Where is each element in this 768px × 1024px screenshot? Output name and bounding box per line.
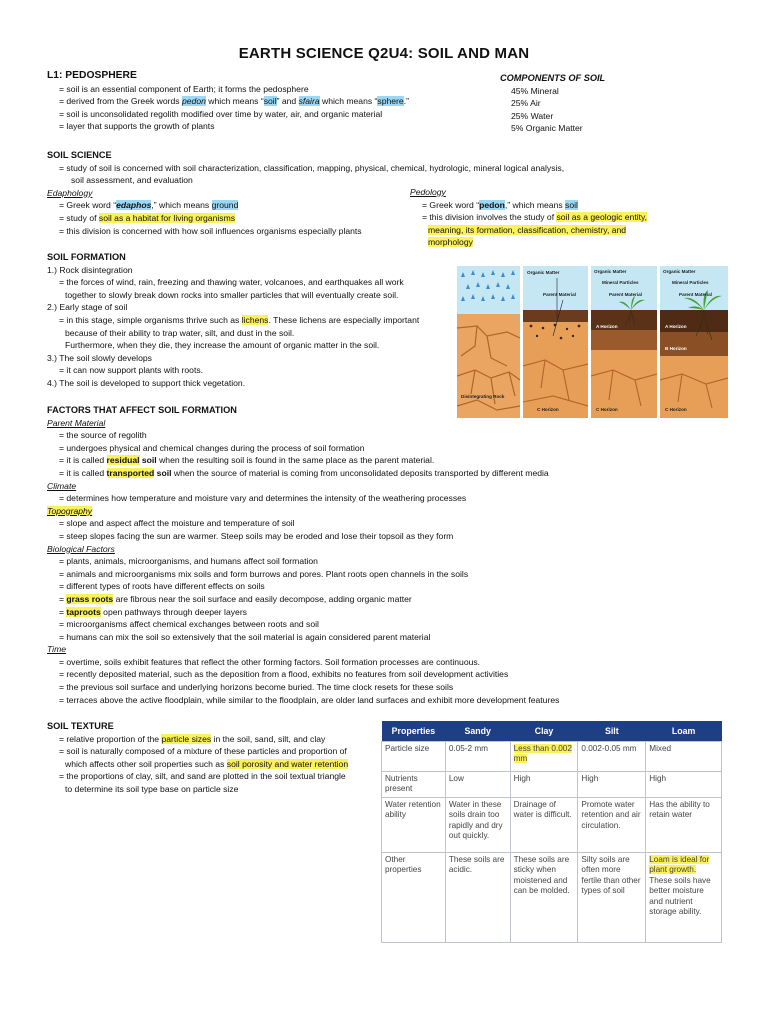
table-cell: Other properties (382, 853, 446, 943)
bullet: = this division is concerned with how soil influences organisms especially plants (59, 225, 362, 236)
bullet: = layer that supports the growth of plants (59, 121, 215, 132)
label-mineral-particles: Mineral Particles (602, 280, 639, 285)
parent-material-title: Parent Material (47, 417, 106, 428)
soil-texture-table (381, 721, 722, 943)
table-cell: Water retention ability (382, 798, 446, 853)
table-header: Sandy (445, 721, 510, 742)
bullet: = microorganisms affect chemical exchanges between roots and soil (59, 619, 319, 630)
section-soil-texture (47, 720, 348, 796)
section-pedosphere (47, 70, 409, 133)
bullet: = it can now support plants with roots. (59, 365, 204, 376)
bullet-cont: which affects other soil properties such as soil porosity and water retention (65, 758, 349, 769)
bullet-cont: because of their ability to trap water, silt, and dust in the soil. (65, 327, 295, 338)
label-organic-matter: Organic Matter (527, 270, 560, 275)
topography-title: Topography (47, 505, 93, 516)
table-row (382, 772, 722, 798)
table-header: Clay (510, 721, 578, 742)
step: 4.) The soil is developed to support thick vegetation. (47, 377, 246, 388)
table-header: Properties (382, 721, 446, 742)
bullet: = in this stage, simple organisms thrive such as lichens. These lichens are especially important (59, 314, 420, 325)
bullet: = soil is naturally composed of a mixture of these particles and proportion of (59, 746, 347, 757)
label-parent-material: Parent Material (609, 292, 642, 297)
table-header: Loam (646, 721, 722, 742)
label-b-horizon: B Horizon (665, 346, 687, 351)
bullet: = terraces above the active floodplain, while similar to the floodplain, are older land surfaces and exhibit more development features (59, 694, 560, 705)
bullet: = this division involves the study of soil as a geologic entity, (422, 212, 648, 223)
component-item: 25% Water (511, 110, 554, 121)
label-a-horizon: A Horizon (665, 324, 687, 329)
bullet-cont: soil assessment, and evaluation (71, 175, 193, 186)
pedology-title: Pedology (410, 187, 446, 197)
table-cell: Water in these soils drain too rapidly and dry out quickly. (445, 798, 510, 853)
label-parent-material: Parent Material (543, 292, 576, 297)
bullet: = soil is unconsolidated regolith modified over time by water, air, and organic material (59, 108, 383, 119)
bullet: = relative proportion of the particle sizes in the soil, sand, silt, and clay (59, 733, 326, 744)
bullet-cont: Furthermore, when they die, they increase the amount of organic matter in the soil. (65, 340, 380, 351)
bullet: = undergoes physical and chemical changes during the process of soil formation (59, 442, 365, 453)
bullet-cont: together to slowly break down rocks into smaller particles that will eventually create soil. (65, 289, 399, 300)
bullet: = derived from the Greek words pedon which means “soil” and sfaira which means “sphere.” (59, 96, 409, 107)
component-item: 25% Air (511, 98, 541, 109)
bullet: = study of soil as a habitat for living organisms (59, 212, 236, 223)
bullet: = soil is an essential component of Earth; it forms the pedosphere (59, 83, 309, 94)
bullet: = the previous soil surface and underlying horizons become buried. The time clock resets for these soils (59, 682, 454, 693)
table-cell: 0.002-0.05 mm (578, 742, 646, 772)
heading-factors: FACTORS THAT AFFECT SOIL FORMATION (47, 405, 237, 415)
layers-icon (523, 266, 588, 418)
heading-soil-texture: SOIL TEXTURE (47, 721, 114, 731)
table-cell: High (578, 772, 646, 798)
label-organic-matter: Organic Matter (663, 269, 696, 274)
pedology-block (410, 186, 647, 249)
table-cell: Drainage of water is difficult. (510, 798, 578, 853)
label-parent-material: Parent Material (679, 292, 712, 297)
section-factors (47, 404, 559, 706)
heading-soil-science: SOIL SCIENCE (47, 150, 112, 160)
climate-title: Climate (47, 480, 77, 491)
components-heading: COMPONENTS OF SOIL (500, 73, 606, 83)
label-c-horizon: C Horizon (596, 407, 618, 412)
table-cell: These soils are sticky when moistened and can be molded. (510, 853, 578, 943)
label-organic-matter: Organic Matter (594, 269, 627, 274)
table-header: Silt (578, 721, 646, 742)
page-title: EARTH SCIENCE Q2U4: SOIL AND MAN (238, 45, 530, 62)
table-cell: Silty soils are often more fertile than other types of soil (578, 853, 646, 943)
bullet: = plants, animals, microorganisms, and humans affect soil formation (59, 556, 318, 567)
panel-early-stage (523, 266, 588, 418)
bullet: = different types of roots have different effects on soils (59, 581, 265, 592)
bullet: = determines how temperature and moisture vary and determines the intensity of the weathering processes (59, 493, 467, 504)
table-row (382, 853, 722, 943)
time-title: Time (47, 644, 67, 655)
step: 2.) Early stage of soil (47, 302, 128, 313)
table-cell: Has the ability to retain water (646, 798, 722, 853)
table-cell: Particle size (382, 742, 446, 772)
component-item: 45% Mineral (511, 85, 559, 96)
table-row (382, 798, 722, 853)
panel-slowly-develops (591, 266, 657, 418)
label-c-horizon: C Horizon (537, 407, 559, 412)
bullet: = animals and microorganisms mix soils and form burrows and pores. Plant roots open channels in the soils (59, 568, 469, 579)
label-disintegrating-rock: Disintegrating Rock (461, 394, 505, 399)
table-cell: Loam is ideal for plant growth. These soils have better moisture and nutrient storage ability. (646, 853, 722, 943)
bullet: = Greek word “pedon,” which means soil (422, 199, 578, 210)
heading-pedosphere: L1: PEDOSPHERE (47, 70, 137, 81)
bullet: = study of soil is concerned with soil characterization, classification, mapping, physical, chemical, hydrologic, mineral logical analysis, (59, 162, 565, 173)
label-c-horizon: C Horizon (665, 407, 687, 412)
label-mineral-particles: Mineral Particles (672, 280, 709, 285)
bullet: = it is called transported soil when the source of material is coming from unconsolidated deposits transported by different media (59, 467, 549, 478)
bullet: = the source of regolith (59, 430, 147, 441)
bullet: = humans can mix the soil so extensively that the soil material is again considered parent material (59, 631, 431, 642)
components-of-soil (500, 72, 605, 135)
table-cell: These soils are acidic. (445, 853, 510, 943)
table-cell: Low (445, 772, 510, 798)
label-a-horizon: A Horizon (596, 324, 618, 329)
step: 1.) Rock disintegration (47, 264, 133, 275)
layers-icon (591, 266, 657, 418)
bullet-cont: to determine its soil type base on particle size (65, 783, 239, 794)
bullet-cont: meaning, its formation, classification, chemistry, and (428, 224, 627, 235)
bullet: = steep slopes facing the sun are warmer. Steep soils may be eroded and lose their topsoil as they form (59, 530, 454, 541)
table-cell: High (646, 772, 722, 798)
table-cell: Less than 0.002 mm (510, 742, 578, 772)
table-cell: 0.05-2 mm (445, 742, 510, 772)
table-cell: Mixed (646, 742, 722, 772)
heading-soil-formation: SOIL FORMATION (47, 252, 126, 262)
panel-developed (660, 266, 728, 418)
edaphology-title: Edaphology (47, 187, 93, 198)
section-soil-formation (47, 251, 419, 390)
biological-title: Biological Factors (47, 543, 115, 554)
bullet: = slope and aspect affect the moisture and temperature of soil (59, 518, 295, 529)
bullet: = taproots open pathways through deeper layers (59, 606, 247, 617)
table-cell: Nutrients present (382, 772, 446, 798)
layers-icon (660, 266, 728, 418)
bullet: = the forces of wind, rain, freezing and thawing water, volcanoes, and earthquakes all work (59, 277, 404, 288)
table-header-row (382, 721, 722, 742)
soil-formation-diagram (457, 266, 728, 418)
bullet: = recently deposited material, such as the deposition from a flood, exhibits no features from soil development activities (59, 669, 509, 680)
bullet: = the proportions of clay, silt, and sand are plotted in the soil textual triangle (59, 771, 346, 782)
table-row (382, 742, 722, 772)
component-item: 5% Organic Matter (511, 123, 583, 134)
table-cell: High (510, 772, 578, 798)
table-cell: Promote water retention and air circulation. (578, 798, 646, 853)
bullet: = it is called residual soil when the resulting soil is found in the same place as the parent material. (59, 455, 435, 466)
bullet: = overtime, soils exhibit features that reflect the other forming factors. Soil formation processes are continuous. (59, 656, 481, 667)
bullet-cont: morphology (428, 237, 473, 248)
bullet: = Greek word “edaphos,” which means ground (59, 200, 239, 211)
bullet: = grass roots are fibrous near the soil surface and easily decompose, adding organic matter (59, 593, 412, 604)
step: 3.) The soil slowly develops (47, 352, 152, 363)
